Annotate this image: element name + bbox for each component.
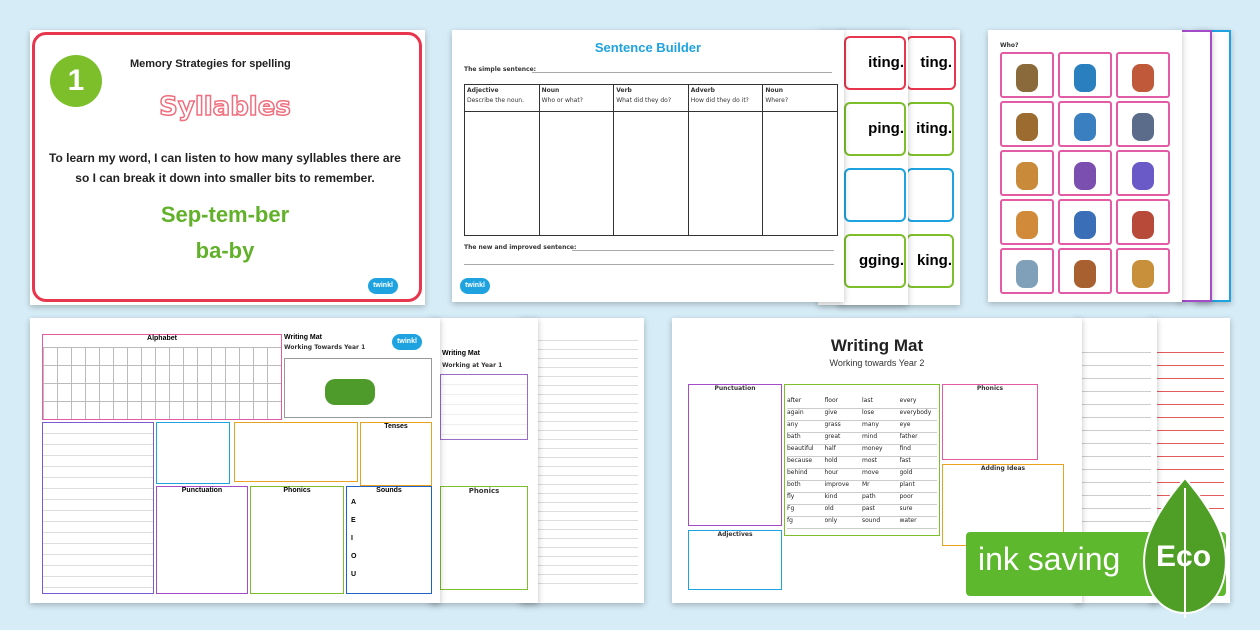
picture-card	[1058, 52, 1112, 98]
phonics-title: Phonics	[283, 487, 311, 494]
mat2-phonics-box: Phonics	[440, 486, 528, 590]
word-cell: half	[824, 445, 836, 452]
picture-card	[1058, 150, 1112, 196]
trees-box	[284, 358, 432, 418]
picture-card	[1116, 199, 1170, 245]
alphabet-grid	[43, 347, 281, 419]
ing-card-back-3	[906, 168, 954, 222]
adjectives-title: Adjectives	[717, 531, 753, 538]
word-row	[787, 481, 937, 493]
improved-sentence-line-1	[572, 250, 834, 251]
syllables-title: Syllables	[159, 92, 291, 122]
word-cell: most	[862, 457, 877, 464]
mat2-punctuation-box	[534, 388, 538, 390]
punct-y2-title: Punctuation	[714, 385, 756, 392]
syllables-sheet	[30, 30, 425, 305]
punctuation-title: Punctuation	[181, 487, 223, 494]
word-cell: kind	[824, 493, 838, 500]
word-cell: lose	[862, 409, 875, 416]
word-cell: grass	[824, 421, 841, 428]
syllables-heading: Memory Strategies for spelling	[130, 58, 291, 70]
column-where: Noun Where?	[765, 87, 789, 104]
word-cell: hour	[824, 469, 839, 476]
ing-card-back-2: iting.	[906, 102, 954, 156]
picture-card-image	[1016, 260, 1038, 288]
word-row	[787, 421, 937, 433]
word-cell: water	[899, 517, 917, 524]
word-cell: Mr	[862, 481, 870, 488]
word-row	[787, 445, 937, 457]
word-cell: move	[862, 469, 879, 476]
ing-card-back-1: ting.	[906, 36, 956, 90]
word-cell: plant	[899, 481, 915, 488]
ing-card-4: gging.	[844, 234, 906, 288]
punct-y2-box	[688, 384, 782, 526]
spelling-box	[42, 422, 154, 594]
word-cell: because	[787, 457, 813, 464]
word-cell: father	[899, 433, 918, 440]
common-words-grid	[787, 397, 937, 529]
word-cell: fast	[899, 457, 911, 464]
word-cell: poor	[899, 493, 914, 500]
column-noun: Noun Who or what?	[540, 85, 615, 235]
picture-card	[1000, 150, 1054, 196]
word-cell: eye	[899, 421, 911, 428]
syllables-example-2: ba-by	[195, 238, 255, 263]
word-cell: gold	[899, 469, 913, 476]
column-adverb: Adverb How did they do it?	[689, 85, 764, 235]
twinkl-logo-3: twinkl	[392, 334, 422, 350]
picture-card-image	[1074, 260, 1096, 288]
word-cell: find	[899, 445, 911, 452]
word-row	[787, 409, 937, 421]
picture-card-image	[1074, 211, 1096, 239]
fred-box	[156, 422, 230, 484]
column-adjective: Adjective Describe the noun.	[465, 85, 540, 235]
picture-card	[1000, 52, 1054, 98]
picture-card-image	[1132, 211, 1154, 239]
word-cell: past	[862, 505, 875, 512]
word-cell: sound	[862, 517, 881, 524]
simple-sentence-line	[532, 72, 832, 73]
twinkl-logo: twinkl	[368, 278, 398, 294]
word-cell: any	[787, 421, 799, 428]
mat2-title: Writing Mat	[442, 350, 480, 357]
ing-card-2: ping.	[844, 102, 906, 156]
sounds-rows: A E I O U	[351, 499, 357, 578]
sentence-builder-sheet	[452, 30, 844, 302]
writing-mat-year1	[30, 318, 440, 603]
mat-title: Writing Mat	[284, 334, 322, 341]
simple-sentence-label: The simple sentence:	[464, 66, 537, 73]
syllables-example-1: Sep-tem-ber	[160, 202, 290, 227]
word-row	[787, 433, 937, 445]
word-cell: many	[862, 421, 879, 428]
picture-card	[1116, 248, 1170, 294]
mat2-subtitle: Working at Year 1	[442, 362, 503, 369]
word-cell: after	[787, 397, 802, 404]
word-cell: path	[862, 493, 876, 500]
picture-card	[1058, 199, 1112, 245]
picture-grid	[1000, 52, 1172, 294]
picture-card	[1000, 248, 1054, 294]
picture-card	[1058, 248, 1112, 294]
word-row	[787, 493, 937, 505]
tenses-box	[360, 422, 432, 486]
word-cell: floor	[824, 397, 839, 404]
picture-card-image	[1016, 113, 1038, 141]
sounds-box	[346, 486, 432, 594]
word-cell: old	[824, 505, 834, 512]
word-cell: hold	[824, 457, 838, 464]
word-cell: sure	[899, 505, 913, 512]
alphabet-title: Alphabet	[147, 335, 177, 342]
word-cell: last	[862, 397, 873, 404]
improved-sentence-line-2	[464, 264, 834, 265]
writing-mat-back-2	[520, 318, 644, 603]
common-words-box	[784, 384, 940, 536]
word-cell: fly	[787, 493, 795, 500]
sounds-title: Sounds	[376, 487, 402, 494]
word-cell: both	[787, 481, 801, 488]
twinkl-logo-2: twinkl	[460, 278, 490, 294]
mat-y2-title: Writing Mat	[830, 336, 924, 355]
column-verb: Verb What did they do?	[614, 85, 689, 235]
mat2-box-1	[440, 374, 528, 440]
adding-ideas-title: Adding Ideas	[980, 465, 1026, 472]
word-cell: bath	[787, 433, 801, 440]
picture-cards-sheet	[988, 30, 1182, 302]
word-row	[787, 469, 937, 481]
alphabet-box	[42, 334, 282, 420]
picture-card-image	[1132, 64, 1154, 92]
ink-saving-text: ink saving	[978, 541, 1121, 577]
ing-card-1: iting.	[844, 36, 906, 90]
picture-card-image	[1016, 162, 1038, 190]
writing-mat-back-1	[430, 318, 538, 603]
picture-card-image	[1132, 162, 1154, 190]
tree-icon	[325, 379, 375, 405]
who-label: Who?	[1000, 42, 1019, 49]
word-cell: behind	[787, 469, 808, 476]
mat-back-lines	[538, 332, 638, 592]
picture-card	[1058, 101, 1112, 147]
picture-card-image	[1132, 113, 1154, 141]
word-row	[787, 517, 937, 529]
picture-card	[1000, 101, 1054, 147]
word-cell: great	[824, 433, 841, 440]
writing-talking-box	[234, 422, 358, 482]
sentence-table	[464, 84, 838, 236]
word-row	[787, 505, 937, 517]
eco-text: Eco	[1156, 540, 1212, 573]
word-cell: give	[824, 409, 838, 416]
tenses-title: Tenses	[384, 423, 408, 430]
picture-card-image	[1074, 113, 1096, 141]
number-badge-label: 1	[67, 64, 85, 97]
improved-sentence-label: The new and improved sentence:	[464, 244, 577, 251]
ing-card-back-4: king.	[906, 234, 954, 288]
word-cell: mind	[862, 433, 878, 440]
picture-cards-back-1	[1178, 30, 1212, 302]
word-cell: every	[899, 397, 917, 404]
word-cell: fg	[787, 517, 793, 524]
phonics-y2-box	[942, 384, 1038, 460]
picture-card-image	[1074, 64, 1096, 92]
picture-card-image	[1074, 162, 1096, 190]
picture-card	[1116, 101, 1170, 147]
word-cell: everybody	[899, 409, 932, 416]
word-cell: money	[862, 445, 883, 452]
word-row	[787, 397, 937, 409]
word-cell: only	[824, 517, 838, 524]
mat-y2-subtitle: Working towards Year 2	[829, 358, 925, 368]
word-cell: improve	[824, 481, 850, 488]
word-cell: beautiful	[787, 445, 814, 452]
table-header-divider	[464, 111, 838, 112]
syllables-body: To learn my word, I can listen to how many syllables there are so I can break it down into smaller bits to remember.	[49, 151, 401, 185]
picture-card-image	[1016, 64, 1038, 92]
punctuation-box	[156, 486, 248, 594]
phonics-box	[250, 486, 344, 594]
picture-card	[1000, 199, 1054, 245]
word-cell: again	[787, 409, 804, 416]
word-row	[787, 457, 937, 469]
picture-card-image	[1132, 260, 1154, 288]
picture-card-image	[1016, 211, 1038, 239]
ing-card-3	[844, 168, 906, 222]
picture-card	[1116, 150, 1170, 196]
sentence-builder-title: Sentence Builder	[594, 40, 702, 55]
word-cell: Fg	[787, 505, 795, 512]
mat-subtitle: Working Towards Year 1	[284, 344, 366, 351]
phonics-y2-title: Phonics	[976, 385, 1004, 392]
picture-card	[1116, 52, 1170, 98]
adjectives-box	[688, 530, 782, 590]
